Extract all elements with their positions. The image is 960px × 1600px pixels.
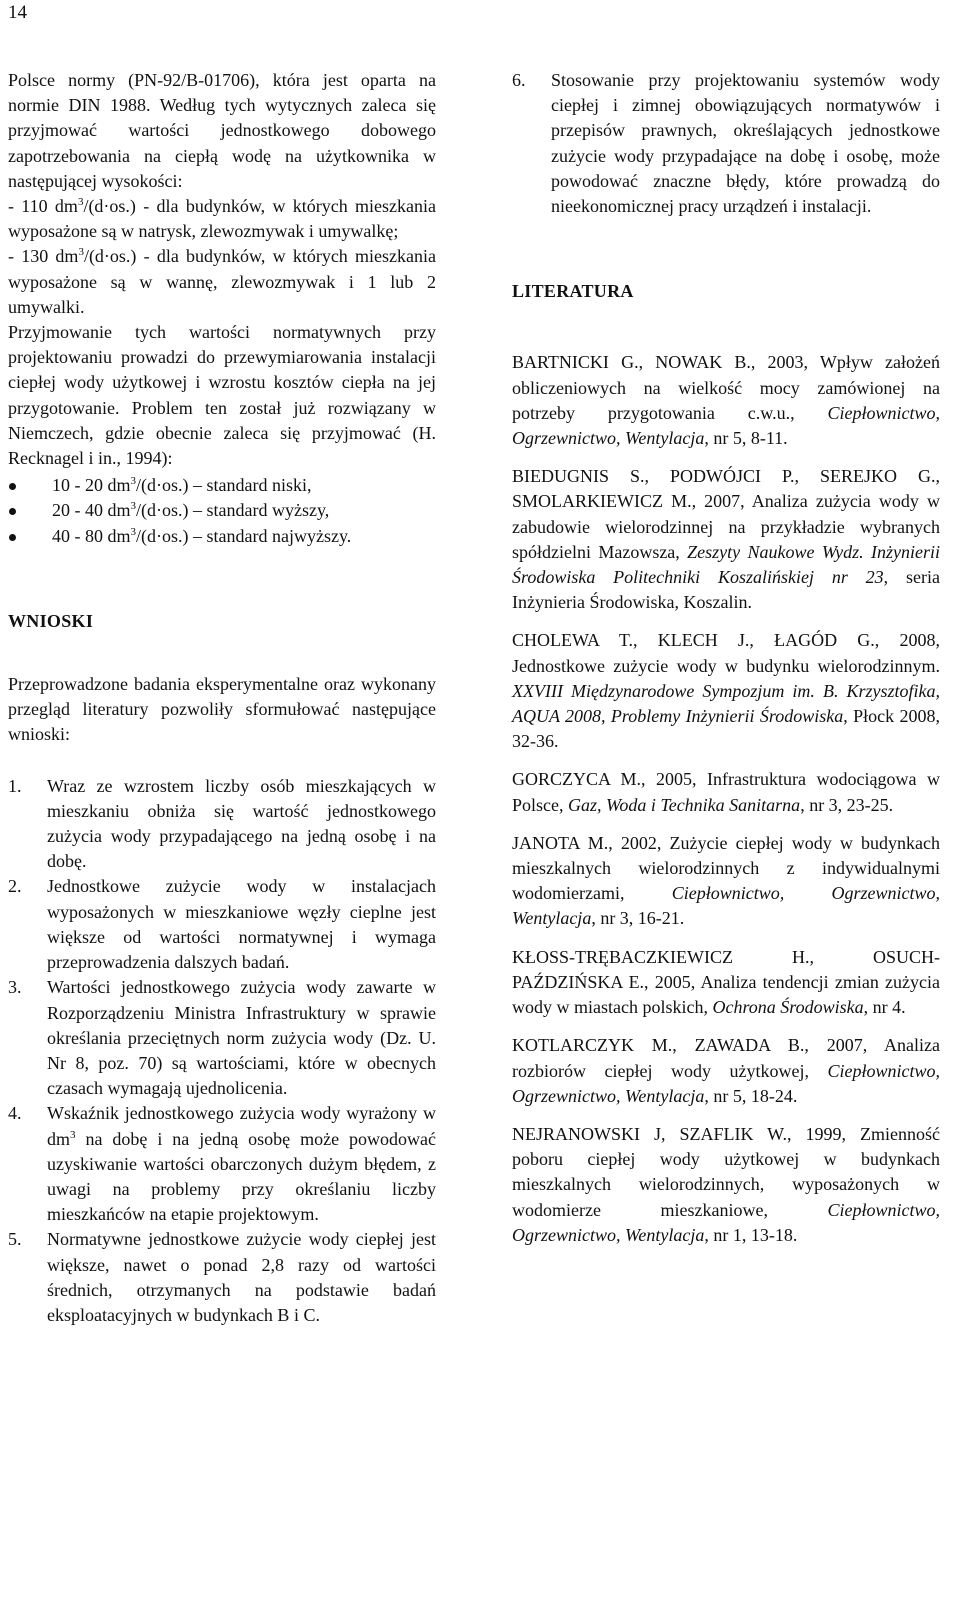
reference-item: CHOLEWA T., KLECH J., ŁAGÓD G., 2008, Jednostkowe zużycie wody w budynku wielorodzinnym. XXVIII Międzynarodowe Sympozjum im. B. Krzysztofika, AQUA 2008, Problemy Inżynierii Środowiska, Płock 2008, 32-36. — [512, 630, 940, 752]
bullet-item: 40 - 80 $dm^3/(d\cdot os.)$ – standard najwyższy. — [8, 524, 436, 549]
reference-item: BARTNICKI G., NOWAK B., 2003, Wpływ założeń obliczeniowych na wielkość mocy zamówionej na potrzeby przygotowania c.w.u., Ciepłownictwo, Ogrzewnictwo, Wentylacja, nr 5, 8-11. — [512, 352, 940, 449]
conclusions-list-continued — [512, 68, 940, 219]
conclusions-intro: Przeprowadzone badania eksperymentalne oraz wykonany przegląd literatury pozwoliły sformułować następujące wnioski: — [8, 674, 436, 745]
intro-text-1: Polsce normy (PN-92/B-01706), która jest oparta na normie DIN 1988. Według tych wytycznych zaleca się przyjmować wartości jednostkowego dobowego zapotrzebowania na ciepłą wodę na użytkownika w następującej wysokości: — [8, 70, 436, 191]
intro-paragraph-2: Przyjmowanie tych wartości normatywnych przy projektowaniu prowadzi do przewymiarowania instalacji ciepłej wody użytkowej i wzrostu kosztów ciepła na jej przygotowanie. Problem ten został już rozwiązany w Niemczech, gdzie obecnie zaleca się przyjmować (H. Recknagel i in., 1994): — [8, 322, 436, 469]
conclusion-item: 5. Normatywne jednostkowe zużycie wody ciepłej jest większe, nawet o ponad 2,8 razy od wartości średnich, otrzymanych na podstawie badań eksploatacyjnych w budynkach B i C. — [8, 1229, 436, 1325]
bullet-item: 10 - 20 $dm^3/(d\cdot os.)$ – standard niski, — [8, 473, 436, 498]
reference-list — [512, 350, 940, 1248]
conclusions-list — [8, 774, 436, 1328]
conclusion-item: 1. Wraz ze wzrostem liczby osób mieszkających w mieszkaniu obniża się wartość jednostkowego zużycia wody przypadającego na jedną osobę i na dobę. — [8, 775, 436, 872]
reference-item: BIEDUGNIS S., PODWÓJCI P., SEREJKO G., SMOLARKIEWICZ M., 2007, Analiza zużycia wody w zabudowie wielorodzinnej na przykładzie wybranych spółdzielni Mazowsza, Zeszyty Naukowe Wydz. Inżynierii Środowiska Politechniki Koszalińskiej nr 23, seria Inżynieria Środowiska, Koszalin. — [512, 466, 940, 613]
reference-item: JANOTA M., 2002, Zużycie ciepłej wody w budynkach mieszkalnych wielorodzinnych z indywidualnymi wodomierzami, Ciepłownictwo, Ogrzewnictwo, Wentylacja, nr 3, 16-21. — [512, 832, 940, 929]
conclusion-item: 2. Jednostkowe zużycie wody w instalacjach wyposażonych w mieszkaniowe węzły cieplne jest większe od wartości normatywnej i wymaga przeprowadzenia dalszych badań. — [8, 876, 436, 973]
intro-paragraph-1 — [8, 68, 436, 320]
bullet-item: 20 - 40 $dm^3/(d\cdot os.)$ – standard wyższy, — [8, 498, 436, 523]
superscript-3: 3 — [77, 196, 84, 209]
reference-item: KOTLARCZYK M., ZAWADA B., 2007, Analiza rozbiorów ciepłej wody użytkowej, Ciepłownictwo, Ogrzewnictwo, Wentylacja, nr 5, 18-24. — [512, 1035, 940, 1106]
conclusion-item: 4. Wskaźnik jednostkowego zużycia wody wyrażony w $dm^3$ na dobę i na jedną osobę może powodować uzyskiwanie wartości obarczonych dużym błędem, z uwagi na problemy przy określaniu liczby mieszkańców na etapie projektowym. — [8, 1103, 436, 1225]
page-number: 14 — [8, 2, 27, 23]
right-column — [512, 68, 940, 1248]
standard-bullet-list — [8, 473, 436, 549]
reference-item: KŁOSS-TRĘBACZKIEWICZ H., OSUCH-PAŹDZIŃSKA E., 2005, Analiza tendencji zmian zużycia wody w miastach polskich, Ochrona Środowiska, nr 4. — [512, 946, 940, 1018]
value2-suffix: /(d·os.) - dla budynków, w których mieszkania wyposażone są w wannę, zlewozmywak i 1 lub 2 umywalki. — [8, 246, 436, 317]
superscript-3: 3 — [78, 246, 84, 259]
conclusion-item: 6. Stosowanie przy projektowaniu systemów wody ciepłej i zimnej obowiązujących normatywów i przepisów prawnych, określających jednostkowe zużycie wody przypadające na dobę i osobę, może powodować znaczne błędy, które prowadzą do nieekonomicznej pracy urządzeń i instalacji. — [512, 70, 940, 217]
conclusions-heading: WNIOSKI — [8, 610, 94, 631]
value2-prefix: - 130 dm — [8, 246, 79, 267]
left-column — [8, 68, 436, 1328]
value1-suffix: /(d·os.) - dla budynków, w których mieszkania wyposażone są w natrysk, zlewozmywak i umywalkę; — [8, 196, 436, 242]
conclusion-item: 3. Wartości jednostkowego zużycia wody zawarte w Rozporządzeniu Ministra Infrastruktury w sprawie określania przeciętnych norm zużycia wody (Dz. U. Nr 8, poz. 70) są wartościami, które w obecnych czasach wymagają ujednolicenia. — [8, 977, 436, 1099]
reference-item: GORCZYCA M., 2005, Infrastruktura wodociągowa w Polsce, Gaz, Woda i Technika Sanitarna, nr 3, 23-25. — [512, 769, 940, 815]
reference-item: NEJRANOWSKI J, SZAFLIK W., 1999, Zmienność poboru ciepłej wody użytkowej w budynkach mieszkalnych wielorodzinnych, wyposażonych w wodomierze mieszkaniowe, Ciepłownictwo, Ogrzewnictwo, Wentylacja, nr 1, 13-18. — [512, 1123, 940, 1245]
value1-prefix: - 110 dm — [8, 196, 78, 217]
literature-heading: LITERATURA — [512, 281, 634, 302]
